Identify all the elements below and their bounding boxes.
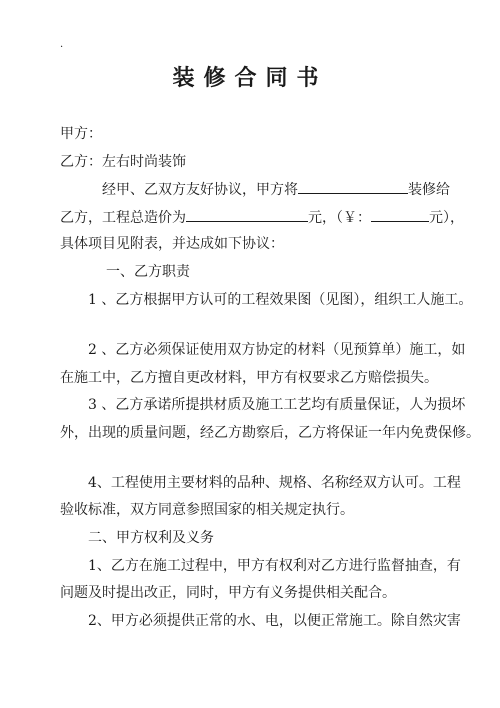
section-1-item-3-line-1: 3 、乙方承诺所提拱材质及施工工艺均有质量保证，人为损坏 [88,397,466,413]
party-a-line: 甲方： [60,126,102,142]
section-2-heading: 二、甲方权利及义务 [88,530,214,546]
section-1-item-3-line-2: 外，出现的质量问题，经乙方勘察后，乙方将保证一年内免费保修。 [60,425,480,441]
amount-blank [371,208,429,222]
intro-line-2 [60,208,464,227]
project-blank [298,180,408,194]
intro-line-1-text-b: 装修给 [408,182,450,198]
section-2-item-1-line-1: 1、乙方在施工过程中，甲方有权利对乙方进行监督抽查，有 [88,558,461,574]
intro-line-2-text-b: 元，（￥： [308,210,371,226]
page-title: 装修合同书 [172,66,328,91]
section-1-heading: 一、乙方职责 [106,264,190,280]
section-1-item-1: 1 、乙方根据甲方认可的工程效果图（见图），组织工人施工。 [88,292,473,308]
party-b-line: 乙方：左右时尚装饰 [60,154,186,170]
intro-line-1 [60,180,460,199]
section-1-item-2-line-2: 在施工中，乙方擅自更改材料，甲方有权要求乙方赔偿损失。 [60,370,438,386]
intro-line-3: 具体项目见附表，并达成如下协议： [60,236,284,252]
section-2-item-1-line-2: 问题及时提出改正，同时，甲方有义务提供相关配合。 [60,585,396,601]
intro-line-1-text-a: 经甲、乙双方友好协议，甲方将 [102,182,298,198]
section-1-item-4-line-1: 4、工程使用主要材料的品种、规格、名称经双方认可。工程 [88,475,461,491]
intro-line-2-text-c: 元）， [429,210,464,226]
total-cost-blank [186,208,308,222]
section-2-item-2-line-1: 2、甲方必须提供正常的水、电，以便正常施工。除自然灾害 [88,613,461,629]
intro-line-2-text-a: 乙方，工程总造价为 [60,210,186,226]
section-1-item-2-line-1: 2 、乙方必须保证使用双方协定的材料（见预算单）施工，如 [88,342,466,358]
section-1-item-4-line-2: 验收标准，双方同意参照国家的相关规定执行。 [60,502,354,518]
corner-dot: . [60,39,64,50]
